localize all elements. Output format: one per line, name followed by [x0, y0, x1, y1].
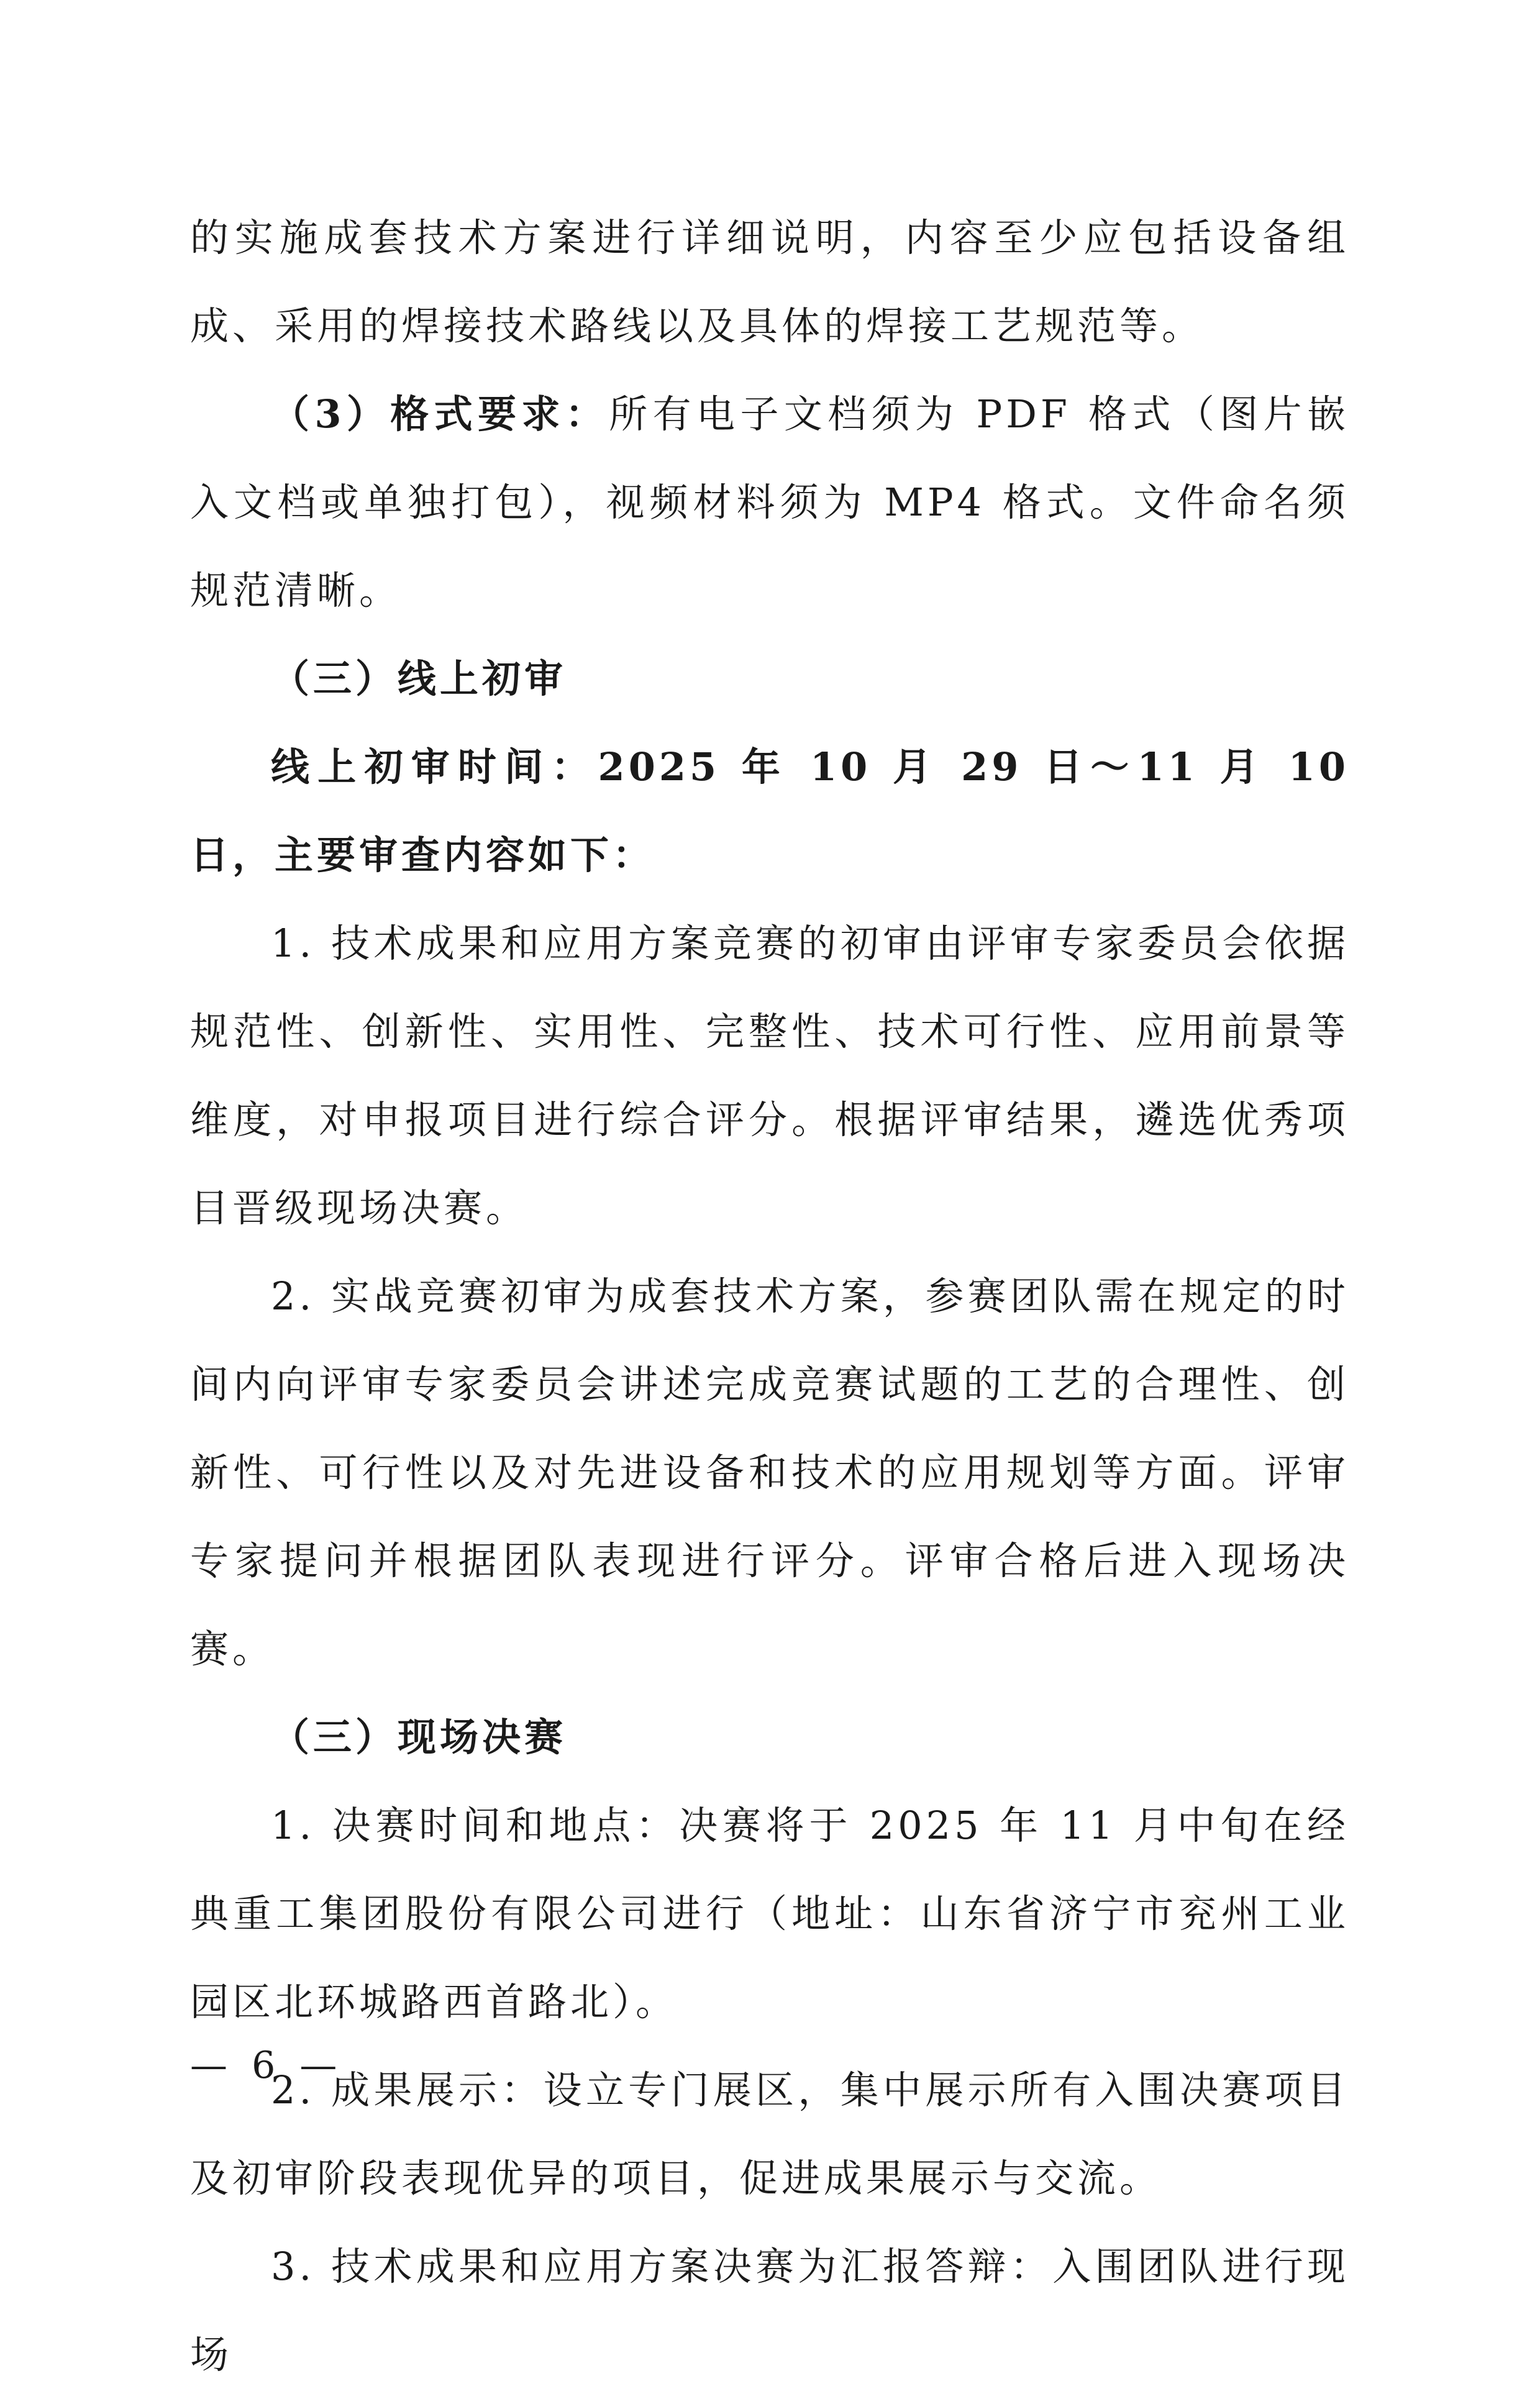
format-requirements-body: 所有电子文档须为 PDF 格式（图片嵌入文档或单独打包），视频材料须为 MP4 格式。文件命名须规范清晰。 — [190, 391, 1349, 613]
paragraph-final-item-1: 1. 决赛时间和地点：决赛将于 2025 年 11 月中旬在经典重工集团股份有限公司进行（地址：山东省济宁市兖州工业园区北环城路西首路北）。 — [190, 1803, 1349, 2024]
paragraph-online-review-time: 线上初审时间：2025 年 10 月 29 日～11 月 10 日，主要审查内容如下： — [190, 744, 1349, 878]
section-heading-online-review: （三）线上初审 — [271, 656, 567, 701]
paragraph-final-item-2: 2. 成果展示：设立专门展区，集中展示所有入围决赛项目及初审阶段表现优异的项目，促进成果展示与交流。 — [190, 2067, 1349, 2201]
page-number: — 6 — — [190, 2044, 344, 2087]
paragraph-format-requirements — [190, 370, 1349, 635]
paragraph-final-item-3: 3. 技术成果和应用方案决赛为汇报答辩：入围团队进行现场 — [190, 2244, 1349, 2377]
document-body — [190, 194, 1349, 2399]
paragraph-review-item-2: 2. 实战竞赛初审为成套技术方案，参赛团队需在规定的时间内向评审专家委员会讲述完成竞赛试题的工艺的合理性、创新性、可行性以及对先进设备和技术的应用规划等方面。评审专家提问并根据团队表现进行评分。评审合格后进入现场决赛。 — [190, 1273, 1349, 1672]
format-requirements-label: （3）格式要求： — [271, 391, 609, 437]
paragraph-scheme-description: 的实施成套技术方案进行详细说明，内容至少应包括设备组成、采用的焊接技术路线以及具体的焊接工艺规范等。 — [190, 215, 1349, 348]
section-heading-onsite-final: （三）现场决赛 — [271, 1714, 567, 1760]
paragraph-review-item-1: 1. 技术成果和应用方案竞赛的初审由评审专家委员会依据规范性、创新性、实用性、完整性、技术可行性、应用前景等维度，对申报项目进行综合评分。根据评审结果，遴选优秀项目晋级现场决赛。 — [190, 921, 1349, 1231]
